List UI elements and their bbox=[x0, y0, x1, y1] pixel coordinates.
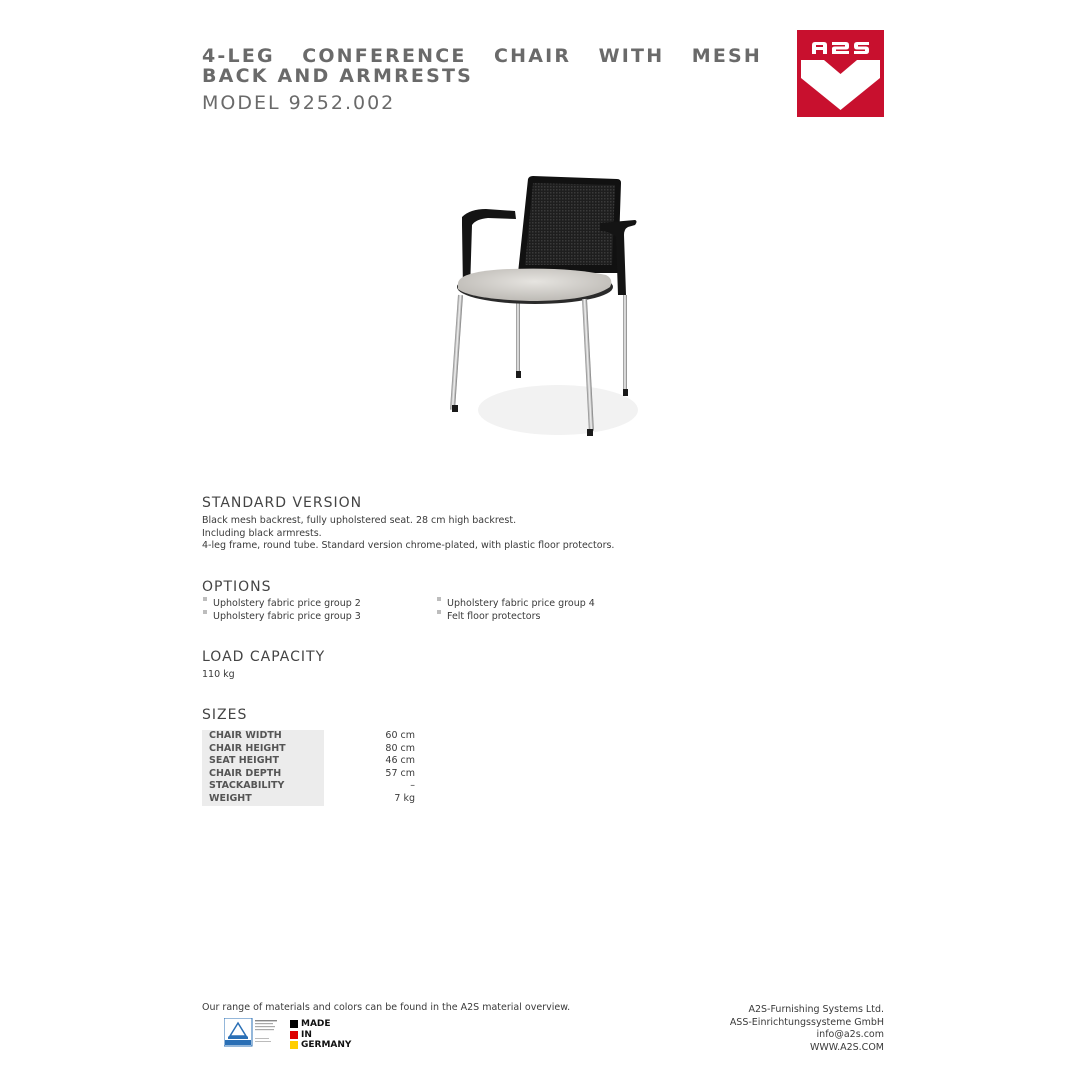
size-label: CHAIR DEPTH bbox=[202, 768, 324, 781]
options-column-1 bbox=[213, 598, 361, 623]
company-info bbox=[730, 1004, 884, 1054]
options-column-2 bbox=[447, 598, 595, 623]
option-item bbox=[447, 598, 595, 611]
model-number: MODEL 9252.002 bbox=[202, 92, 396, 114]
flag-stripe-red bbox=[290, 1031, 298, 1039]
chair-product-image bbox=[430, 165, 660, 450]
standard-version-text bbox=[202, 515, 614, 553]
made-in-text: MADE bbox=[301, 1019, 331, 1029]
made-in-text: GERMANY bbox=[301, 1040, 352, 1050]
size-value: 7 kg bbox=[394, 792, 415, 804]
size-value: 57 cm bbox=[385, 767, 415, 779]
company-name-de: ASS-Einrichtungssysteme GmbH bbox=[729, 1016, 884, 1028]
standard-version-line: Black mesh backrest, fully upholstered seat. 28 cm high backrest. bbox=[202, 515, 517, 526]
option-label: Upholstery fabric price group 3 bbox=[213, 610, 361, 622]
load-capacity-heading: LOAD CAPACITY bbox=[202, 649, 326, 665]
option-label: Upholstery fabric price group 2 bbox=[213, 598, 361, 609]
size-value: – bbox=[410, 780, 415, 792]
standard-version-line: Including black armrests. bbox=[202, 527, 322, 539]
option-label: Upholstery fabric price group 4 bbox=[447, 598, 595, 609]
size-label: CHAIR HEIGHT bbox=[202, 743, 324, 756]
standard-version-heading: STANDARD VERSION bbox=[202, 495, 363, 511]
made-in-text: IN bbox=[301, 1029, 312, 1040]
bullet-icon bbox=[203, 610, 207, 614]
option-item bbox=[447, 611, 595, 624]
a2s-logo bbox=[797, 30, 884, 117]
flag-stripe-black bbox=[290, 1020, 298, 1028]
option-item bbox=[213, 598, 361, 611]
option-label: Felt floor protectors bbox=[447, 610, 541, 622]
bullet-icon bbox=[437, 597, 441, 601]
size-value: 60 cm bbox=[385, 730, 415, 741]
materials-note: Our range of materials and colors can be found in the A2S material overview. bbox=[202, 1002, 571, 1013]
certification-badge bbox=[224, 1018, 282, 1048]
size-value: 46 cm bbox=[385, 755, 415, 767]
bullet-icon bbox=[437, 610, 441, 614]
product-title: 4-LEG CONFERENCE CHAIR WITH MESH BACK AND ARMRESTS bbox=[202, 45, 762, 87]
option-item bbox=[213, 611, 361, 624]
load-capacity-value: 110 kg bbox=[202, 669, 235, 680]
size-label: SEAT HEIGHT bbox=[202, 755, 324, 768]
bullet-icon bbox=[203, 597, 207, 601]
company-name-en: A2S-Furnishing Systems Ltd. bbox=[748, 1004, 884, 1015]
company-website: WWW.A2S.COM bbox=[809, 1041, 884, 1053]
made-in-germany-badge bbox=[290, 1019, 351, 1051]
company-email: info@a2s.com bbox=[816, 1029, 884, 1041]
size-label: CHAIR WIDTH bbox=[202, 730, 324, 743]
flag-stripe-gold bbox=[290, 1041, 298, 1049]
standard-version-line: 4-leg frame, round tube. Standard version chrome-plated, with plastic floor protectors. bbox=[202, 540, 615, 552]
made-in-line bbox=[290, 1040, 351, 1051]
size-label: WEIGHT bbox=[202, 793, 324, 806]
made-in-line bbox=[290, 1019, 351, 1030]
sizes-heading: SIZES bbox=[202, 707, 248, 723]
options-heading: OPTIONS bbox=[202, 579, 272, 595]
made-in-line bbox=[290, 1030, 351, 1041]
size-label: STACKABILITY bbox=[202, 780, 324, 793]
size-value: 80 cm bbox=[385, 742, 415, 754]
